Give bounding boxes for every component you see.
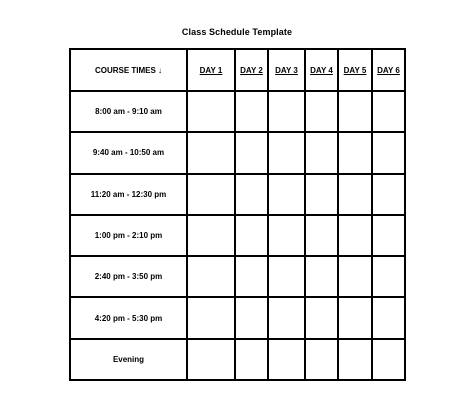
schedule-cell[interactable] [372,215,405,256]
schedule-cell[interactable] [268,215,305,256]
day-6-header: DAY 6 [372,49,405,91]
day-1-header: DAY 1 [187,49,235,91]
table-row [70,256,405,297]
schedule-cell[interactable] [187,132,235,173]
schedule-cell[interactable] [305,339,338,380]
schedule-cell[interactable] [268,174,305,215]
table-row [70,215,405,256]
schedule-cell[interactable] [372,297,405,338]
document-title: Class Schedule Template [181,27,293,37]
day-5-header: DAY 5 [338,49,372,91]
table-row [70,174,405,215]
header-row [70,49,405,91]
time-slot-label: 4:20 pm - 5:30 pm [70,297,187,338]
table-row [70,339,405,380]
schedule-cell[interactable] [235,297,268,338]
schedule-cell[interactable] [268,297,305,338]
time-slot-label: 8:00 am - 9:10 am [70,91,187,132]
schedule-cell[interactable] [338,174,372,215]
schedule-cell[interactable] [372,339,405,380]
table-row [70,297,405,338]
table-row [70,132,405,173]
schedule-cell[interactable] [235,91,268,132]
schedule-cell[interactable] [338,339,372,380]
schedule-cell[interactable] [338,256,372,297]
schedule-cell[interactable] [338,91,372,132]
schedule-cell[interactable] [187,91,235,132]
schedule-cell[interactable] [305,256,338,297]
schedule-cell[interactable] [305,91,338,132]
schedule-cell[interactable] [338,132,372,173]
schedule-cell[interactable] [187,339,235,380]
time-slot-label: 1:00 pm - 2:10 pm [70,215,187,256]
schedule-cell[interactable] [235,132,268,173]
schedule-cell[interactable] [338,215,372,256]
schedule-cell[interactable] [372,132,405,173]
time-slot-label: 9:40 am - 10:50 am [70,132,187,173]
day-2-header: DAY 2 [235,49,268,91]
schedule-cell[interactable] [338,297,372,338]
schedule-cell[interactable] [235,256,268,297]
time-slot-label: Evening [70,339,187,380]
schedule-cell[interactable] [372,91,405,132]
schedule-cell[interactable] [305,174,338,215]
schedule-cell[interactable] [268,256,305,297]
course-times-header: COURSE TIMES ↓ [70,49,187,91]
schedule-cell[interactable] [268,91,305,132]
schedule-cell[interactable] [235,215,268,256]
table-row [70,91,405,132]
day-4-header: DAY 4 [305,49,338,91]
schedule-cell[interactable] [187,215,235,256]
class-schedule-table [69,48,406,381]
schedule-cell[interactable] [187,174,235,215]
time-slot-label: 2:40 pm - 3:50 pm [70,256,187,297]
schedule-cell[interactable] [305,132,338,173]
schedule-cell[interactable] [235,339,268,380]
schedule-cell[interactable] [305,297,338,338]
schedule-cell[interactable] [372,256,405,297]
schedule-cell[interactable] [187,256,235,297]
time-slot-label: 11:20 am - 12:30 pm [70,174,187,215]
schedule-cell[interactable] [268,339,305,380]
schedule-cell[interactable] [305,215,338,256]
schedule-cell[interactable] [372,174,405,215]
day-3-header: DAY 3 [268,49,305,91]
schedule-cell[interactable] [235,174,268,215]
schedule-cell[interactable] [187,297,235,338]
schedule-cell[interactable] [268,132,305,173]
